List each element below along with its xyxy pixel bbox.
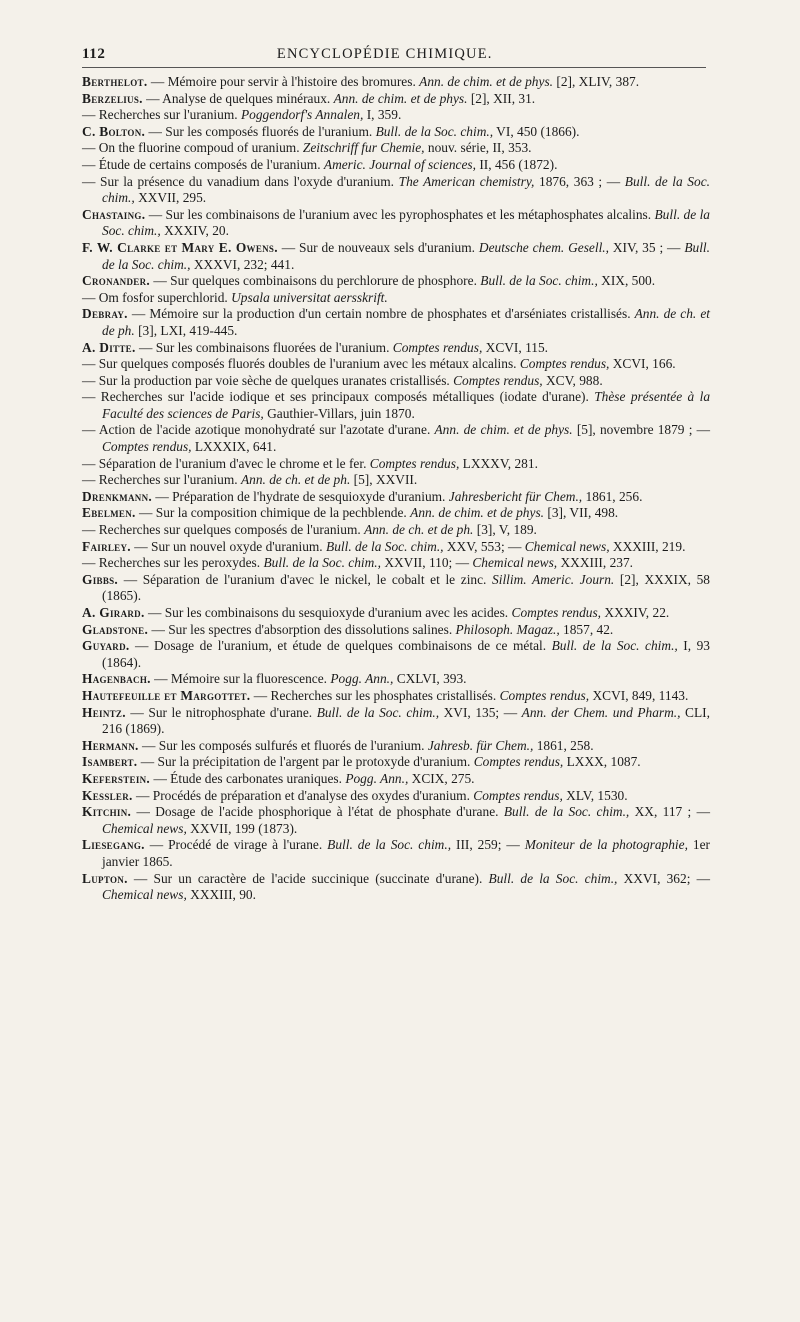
entry-reference: XXXIV, 22. [601,605,670,620]
bibliography-entry [82,754,710,771]
entry-author: Keferstein. [82,770,151,786]
bibliography-entry [82,472,710,489]
entry-title: — Analyse de quelques minéraux. [142,90,334,106]
entry-reference: LXXXIX, 641. [191,439,277,455]
entry-source: Bull. de la Soc. chim., [316,704,440,720]
entry-source: Upsala universitat aersskrift. [231,289,388,305]
entry-source: Bull. de la Soc. chim., [488,870,618,886]
entry-title: — Sur la précipitation de l'argent par le protoxyde d'uranium. [137,754,474,770]
entry-source: Comptes rendus, [519,356,610,372]
entry-title: — Sur un nouvel oxyde d'uranium. [130,538,327,554]
entry-source: Ann. de ch. et de ph. [364,522,474,538]
bibliography-entry [82,389,710,422]
entry-author: Isambert. [82,754,138,770]
entry-reference: 1876, 363 ; — [534,173,625,189]
entry-title: — Sur un caractère de l'acide succinique (succinate d'urane). [127,870,489,886]
entry-title: — Sur le nitrophosphate d'urane. [125,704,317,720]
bibliography-entry [82,422,710,455]
entry-reference: [3], V, 189. [473,522,537,538]
entry-source: Chemical news, [524,538,610,554]
entry-source: Comptes rendus, [369,455,460,471]
entry-source: Ann. de chim. et de phys. [410,505,545,521]
entry-source: Comptes rendus, [102,439,192,455]
bibliography-entry [82,140,710,157]
entry-reference: XXXIII, 219. [609,538,686,554]
entry-title: — Sur la composition chimique de la pechblende. [135,505,411,521]
entry-author: Hagenbach. [82,671,151,687]
entry-source: Moniteur de la photographie, [524,837,688,853]
entry-title: — Séparation de l'uranium d'avec le nickel, le cobalt et le zinc. [118,571,493,587]
entry-source: Jahresbericht für Chem., [448,488,583,504]
entry-source: Poggendorf's Annalen, [240,107,364,123]
bibliography-entry [82,738,710,755]
entry-reference: XCVI, 166. [609,356,676,372]
entry-reference: XXXIII, 90. [186,887,256,903]
bibliography-entry [82,240,710,273]
entry-source: Zeitschriff fur Chemie, [302,140,425,156]
entry-author: Liesegang. [82,837,145,853]
bibliography-entry [82,456,710,473]
bibliography-list [82,74,710,904]
bibliography-entry [82,207,710,240]
entry-reference: [2], XII, 31. [467,90,536,106]
entry-title: — Recherches sur l'acide iodique et ses principaux composés métalliques (iodate d'urane). [82,389,595,405]
entry-reference: III, 259; — [451,837,525,853]
entry-source: Chemical news, [102,887,187,903]
entry-author: Hautefeuille et Margottet. [82,687,251,703]
entry-title: — Sur quelques composés fluorés doubles de l'uranium avec les métaux alcalins. [82,356,520,372]
bibliography-entry [82,157,710,174]
bibliography-entry [82,373,710,390]
entry-source: Comptes rendus, [499,687,590,703]
entry-reference: LXXX, 1087. [563,754,641,770]
entry-reference: LXXXV, 281. [459,455,538,471]
entry-source: Bull. de la Soc. chim., [102,206,710,239]
entry-author: Kessler. [82,787,133,803]
entry-source: Chemical news, [102,820,187,836]
entry-source: Pogg. Ann., [345,770,409,786]
entry-reference: XXVI, 362; — [617,870,710,886]
entry-title: — Mémoire sur la fluorescence. [150,671,331,687]
entry-reference: XXV, 553; — [443,538,525,554]
entry-author: Gladstone. [82,621,149,637]
entry-title: — Étude des carbonates uraniques. [150,770,346,786]
bibliography-entry [82,788,710,805]
entry-source: Comptes rendus, [392,339,483,355]
entry-reference: [5], XXVII. [350,472,418,488]
entry-author: F. W. Clarke et Mary E. Owens. [82,239,278,255]
entry-reference: 1857, 42. [559,621,614,637]
entry-title: — Sur les combinaisons du sesquioxyde d'uranium avec les acides. [144,605,512,620]
entry-reference: 1861, 258. [533,737,594,753]
entry-title: — Sur les composés sulfurés et fluorés de l'uranium. [138,737,428,753]
bibliography-entry [82,688,710,705]
entry-reference: XCVI, 115. [482,339,549,355]
entry-author: C. Bolton. [82,123,146,139]
bibliography-entry [82,572,710,605]
entry-source: Bull. de la Soc. chim., [102,173,710,206]
bibliography-entry [82,705,710,738]
bibliography-entry [82,489,710,506]
entry-title: — Préparation de l'hydrate de sesquioxyde d'uranium. [152,488,449,504]
entry-title: — Recherches sur quelques composés de l'uranium. [82,522,365,538]
entry-source: Bull. de la Soc. chim., [480,273,598,289]
entry-source: Ann. de chim. et de phys. [434,422,573,438]
entry-reference: nouv. série, II, 353. [424,140,532,156]
bibliography-entry [82,107,710,124]
entry-source: Ann. de ch. et de ph. [240,472,351,488]
entry-title: — Dosage de l'uranium, et étude de quelques combinaisons de ce métal. [129,638,552,654]
entry-source: Deutsche chem. Gesell., [478,239,609,255]
bibliography-entry [82,871,710,904]
bibliography-entry [82,555,710,572]
entry-title: — Sur les combinaisons de l'uranium avec les pyrophosphates et les métaphosphates alcalins. [145,206,655,222]
entry-source: Thèse présentée à la Faculté des sciences de Paris, [102,389,711,421]
entry-reference: XVI, 135; — [439,704,522,720]
bibliography-entry [82,837,710,870]
entry-reference: XCV, 988. [542,372,603,388]
entry-source: Bull. de la Soc. chim., [503,804,630,820]
entry-title: — Procédés de préparation et d'analyse des oxydes d'uranium. [132,787,474,803]
entry-reference: XLV, 1530. [562,787,628,803]
entry-title: — Recherches sur l'uranium. [82,107,241,123]
entry-author: Gibbs. [82,571,119,587]
entry-title: — Sur quelques combinaisons du perchlorure de phosphore. [150,273,481,289]
entry-author: Fairley. [82,538,131,554]
entry-source: Ann. de chim. et de phys. [419,74,554,89]
entry-reference: I, 93 (1864). [102,638,710,670]
entry-reference: [2], XXXIX, 58 (1865). [102,571,710,604]
entry-source: Bull. de la Soc. chim., [375,123,494,139]
entry-title: — Sur la production par voie sèche de quelques uranates cristallisés. [82,372,454,388]
bibliography-entry [82,622,710,639]
entry-author: Cronander. [82,273,151,289]
entry-reference: Gauthier-Villars, juin 1870. [263,405,415,421]
entry-title: — Dosage de l'acide phosphorique à l'état de phosphate d'urane. [131,804,504,820]
bibliography-entry [82,273,710,290]
entry-source: Chemical news, [472,555,558,571]
page-number: 112 [82,46,106,62]
entry-reference: I, 359. [363,107,402,123]
entry-reference: [2], XLIV, 387. [553,74,640,89]
bibliography-entry [82,290,710,307]
entry-author: A. Ditte. [82,339,136,355]
bibliography-entry [82,671,710,688]
bibliography-entry [82,539,710,556]
entry-source: Comptes rendus, [473,787,563,803]
entry-reference: XCVI, 849, 1143. [589,687,689,703]
bibliography-entry [82,356,710,373]
entry-reference: XXXVI, 232; 441. [190,256,295,272]
entry-author: A. Girard. [82,605,145,620]
entry-author: Chastaing. [82,206,146,222]
running-head [82,46,704,68]
entry-reference: [3], LXI, 419-445. [134,322,238,338]
entry-source: Pogg. Ann., [330,671,394,687]
entry-author: Heintz. [82,704,126,720]
entry-source: Sillim. Americ. Journ. [492,571,615,587]
entry-title: — On the fluorine compoud of uranium. [82,140,303,156]
entry-source: Jahresb. für Chem., [427,737,534,753]
bibliography-entry [82,505,710,522]
entry-title: — Sur les combinaisons fluorées de l'uranium. [135,339,393,355]
entry-reference: 1861, 256. [582,488,643,504]
bibliography-entry [82,605,710,622]
entry-reference: XXXIII, 237. [557,555,634,571]
entry-title: — Sur les composés fluorés de l'uranium. [145,123,376,139]
entry-title: — Action de l'acide azotique monohydraté sur l'azotate d'urane. [82,422,435,438]
entry-reference: II, 456 (1872). [475,156,558,172]
running-title: ENCYCLOPÉDIE CHIMIQUE. [276,46,493,62]
entry-source: Comptes rendus, [473,754,564,770]
entry-reference: VI, 450 (1866). [493,123,580,139]
entry-title: — Sur la présence du vanadium dans l'oxyde d'uranium. [82,173,399,189]
entry-reference: XX, 117 ; — [629,804,710,820]
entry-reference: CLI, 216 (1869). [102,704,710,737]
entry-author: Lupton. [82,870,128,886]
entry-source: Comptes rendus, [453,372,543,388]
entry-source: Americ. Journal of sciences, [323,156,476,172]
bibliography-entry [82,804,710,837]
entry-source: Ann. der Chem. und Pharm., [521,704,681,720]
entry-source: Comptes rendus, [511,605,602,620]
bibliography-entry [82,340,710,357]
entry-title: — Sur de nouveaux sels d'uranium. [277,239,479,255]
entry-title: — Sur les spectres d'absorption des dissolutions salines. [148,621,456,637]
entry-title: — Mémoire pour servir à l'histoire des bromures. [147,74,420,89]
entry-source: Bull. de la Soc. chim., [102,239,710,272]
entry-title: — Séparation de l'uranium d'avec le chrome et le fer. [82,455,370,471]
entry-title: — Recherches sur les phosphates cristallisés. [250,687,500,703]
entry-author: Kitchin. [82,804,132,820]
entry-title: — Mémoire sur la production d'un certain nombre de phosphates et d'arséniates cristallisés. [127,306,635,322]
entry-source: Bull. de la Soc. chim., [326,538,444,554]
bibliography-entry [82,638,710,671]
entry-reference: XXXIV, 20. [160,223,229,239]
bibliography-entry [82,174,710,207]
bibliography-entry [82,91,710,108]
entry-title: — Recherches sur les peroxydes. [82,555,264,571]
bibliography-entry [82,124,710,141]
bibliography-entry [82,306,710,339]
entry-source: Bull. de la Soc. chim., [327,837,452,853]
entry-reference: CXLVI, 393. [393,671,467,687]
entry-title: — Étude de certains composés de l'uranium. [82,156,324,172]
entry-reference: XIX, 500. [597,273,656,289]
entry-author: Debray. [82,306,128,322]
entry-source: Philosoph. Magaz., [455,621,560,637]
entry-author: Hermann. [82,737,139,753]
entry-reference: [5], novembre 1879 ; — [572,422,711,438]
entry-title: — Om fosfor superchlorid. [82,289,232,305]
bibliography-entry [82,522,710,539]
entry-reference: XXVII, 295. [134,190,207,206]
entry-author: Berzelius. [82,90,143,106]
header-rule [82,67,706,68]
bibliography-entry [82,771,710,788]
entry-reference: XCIX, 275. [408,770,475,786]
entry-reference: XIV, 35 ; — [609,239,685,255]
entry-author: Guyard. [82,638,130,654]
entry-author: Berthelot. [82,74,148,89]
entry-source: The American chemistry, [398,173,535,189]
entry-title: — Procédé de virage à l'urane. [144,837,328,853]
entry-reference: XXVII, 199 (1873). [186,820,298,836]
entry-title: — Recherches sur l'uranium. [82,472,241,488]
entry-author: Drenkmann. [82,488,153,504]
entry-source: Bull. de la Soc. chim., [551,638,678,654]
entry-author: Ebelmen. [82,505,136,521]
entry-reference: XXVII, 110; — [380,555,473,571]
entry-source: Bull. de la Soc. chim., [263,555,381,571]
entry-reference: 1er janvier 1865. [102,837,710,869]
entry-source: Ann. de chim. et de phys. [333,90,468,106]
bibliography-entry [82,74,710,91]
entry-reference: [3], VII, 498. [544,505,619,521]
entry-source: Ann. de ch. et de ph. [102,306,711,338]
